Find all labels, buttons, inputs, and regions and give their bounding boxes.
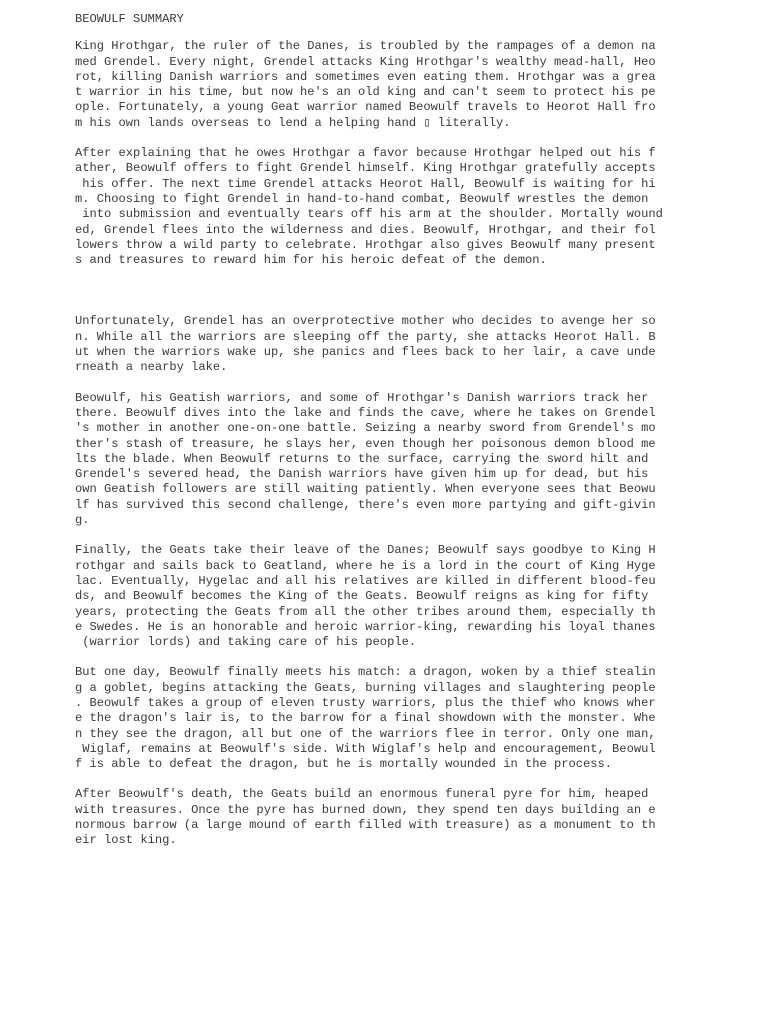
paragraph-4: Beowulf, his Geatish warriors, and some of Hrothgar's Danish warriors track her there. Beowulf dives into the lake and finds the cave, where he takes on Grendel 's mother in another one-on-one battle. Seizing a nearby sword from Grendel's mo ther's stash of treasure, he slays her, even though her poisonous demon blood me lts the blade. When Beowulf returns to the surface, carrying the sword hilt and Grendel's severed head, the Danish warriors have given him up for dead, but his own Geatish followers are still waiting patiently. When everyone sees that Beowu lf has survived this second challenge, there's even more partying and gift-givin g. xyxy=(75,390,656,528)
paragraph-2: After explaining that he owes Hrothgar a favor because Hrothgar helped out his f ather, Beowulf offers to fight Grendel himself. King Hrothgar gratefully accepts his offer. The next time Grendel attacks Heorot Hall, Beowulf is waiting for hi m. Choosing to fight Grendel in hand-to-hand combat, Beowulf wrestles the demon into submission and eventually tears off his arm at the shoulder. Mortally wound ed, Grendel flees into the wilderness and dies. Beowulf, Hrothgar, and their fol lowers throw a wild party to celebrate. Hrothgar also gives Beowulf many present s and treasures to reward him for his heroic defeat of the demon. xyxy=(75,146,663,268)
paragraph-7: After Beowulf's death, the Geats build an enormous funeral pyre for him, heaped with treasures. Once the pyre has burned down, they spend ten days building an e normous barrow (a large mound of earth filled with treasure) as a monument to th eir lost king. xyxy=(75,787,656,848)
document-page xyxy=(75,12,675,864)
paragraph-5: Finally, the Geats take their leave of the Danes; Beowulf says goodbye to King H rothgar and sails back to Geatland, where he is a lord in the court of King Hyge lac. Eventually, Hygelac and all his relatives are killed in different blood-feu ds, and Beowulf becomes the King of the Geats. Beowulf reigns as king for fifty years, protecting the Geats from all the other tribes around them, especially th e Swedes. He is an honorable and heroic warrior-king, rewarding his loyal thanes (warrior lords) and taking care of his people. xyxy=(75,543,656,650)
paragraph-1: King Hrothgar, the ruler of the Danes, is troubled by the rampages of a demon na med Grendel. Every night, Grendel attacks King Hrothgar's wealthy mead-hall, Heo rot, killing Danish warriors and sometimes even eating them. Hrothgar was a grea t warrior in his time, but now he's an old king and can't seem to protect his pe ople. Fortunately, a young Geat warrior named Beowulf travels to Heorot Hall fro m his own lands overseas to lend a helping hand ▯ literally. xyxy=(75,39,656,130)
paragraph-6: But one day, Beowulf finally meets his match: a dragon, woken by a thief stealin g a goblet, begins attacking the Geats, burning villages and slaughtering people . Beowulf takes a group of eleven trusty warriors, plus the thief who knows wher e the dragon's lair is, to the barrow for a final showdown with the monster. Whe n they see the dragon, all but one of the warriors flee in terror. Only one man, Wiglaf, remains at Beowulf's side. With Wiglaf's help and encouragement, Beowul f is able to defeat the dragon, but he is mortally wounded in the process. xyxy=(75,665,656,772)
document-title: BEOWULF SUMMARY xyxy=(75,12,184,26)
paragraph-3: Unfortunately, Grendel has an overprotective mother who decides to avenge her so n. While all the warriors are sleeping off the party, she attacks Heorot Hall. B ut when the warriors wake up, she panics and flees back to her lair, a cave unde rneath a nearby lake. xyxy=(75,314,656,375)
